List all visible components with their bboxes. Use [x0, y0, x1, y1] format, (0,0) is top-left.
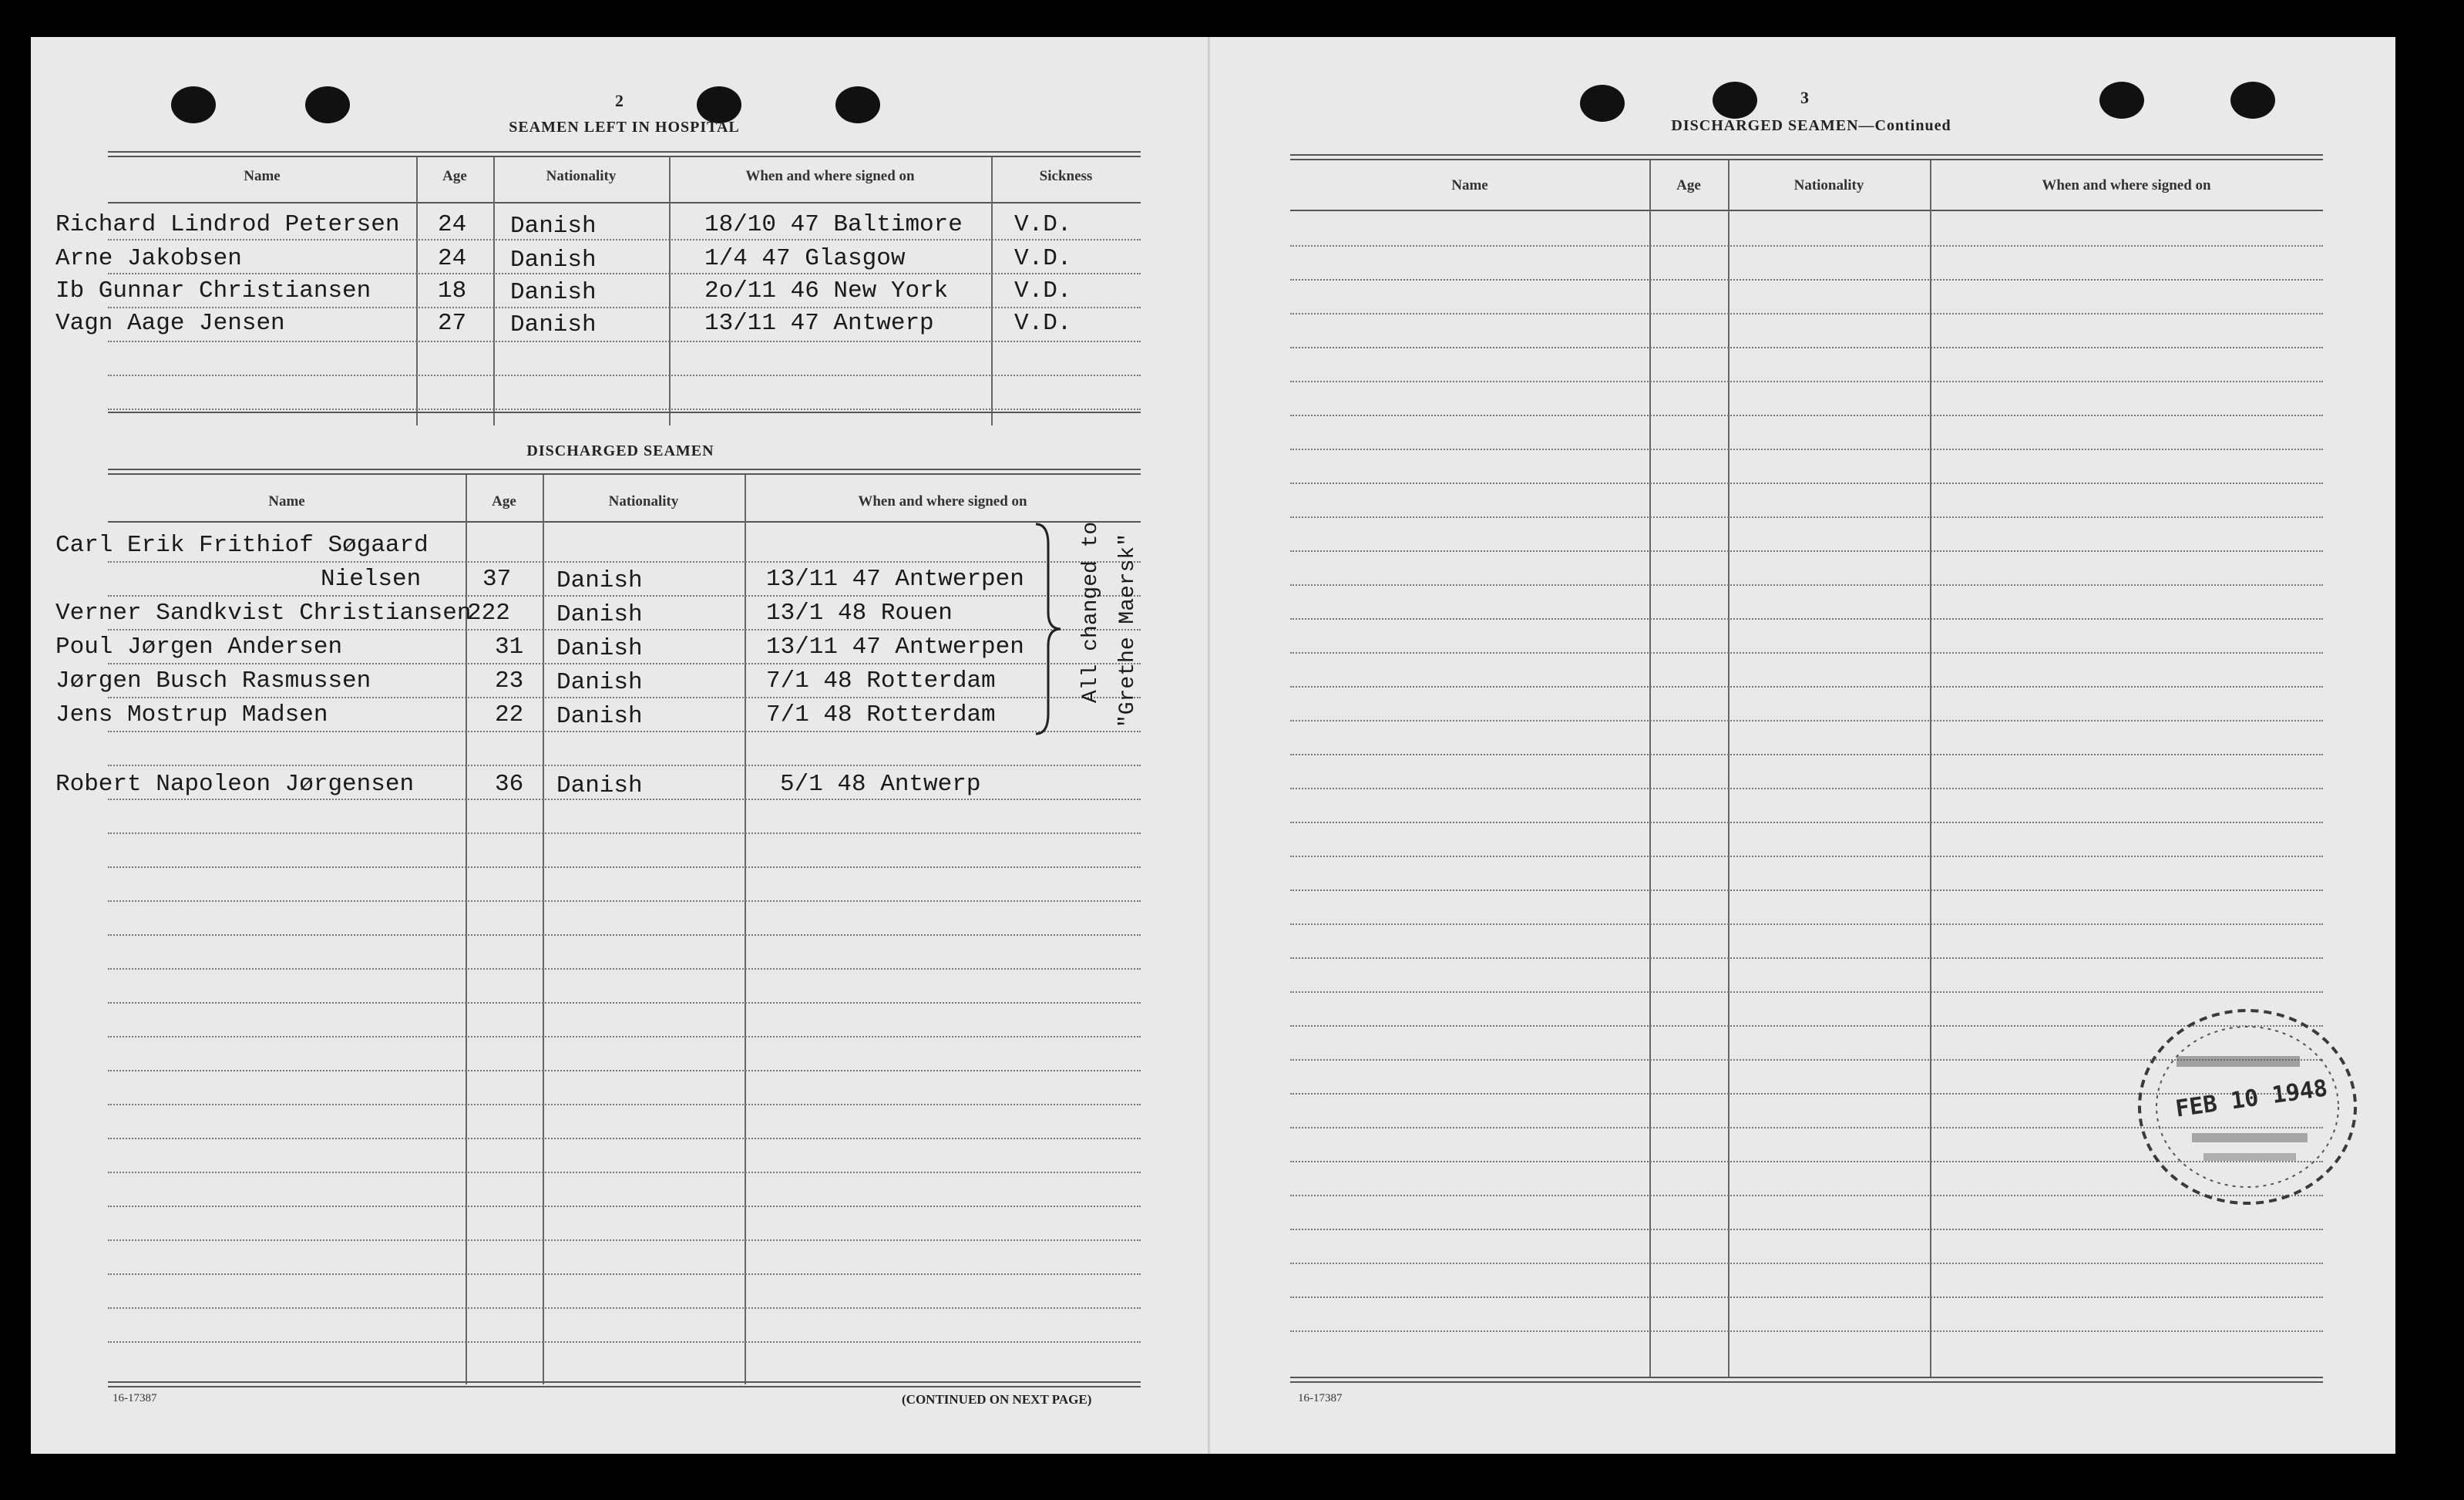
column-header: When and where signed on [2042, 177, 2211, 193]
seaman-name-continued: Nielsen [321, 566, 422, 593]
rule-line [108, 469, 1141, 470]
rule-line [108, 1172, 1141, 1173]
rule-line [1290, 159, 2323, 160]
signed-on: 7/1 48 Rotterdam [766, 668, 996, 695]
page-number: 3 [1800, 88, 1809, 107]
rule-line [1290, 720, 2323, 721]
seaman-name: Jørgen Busch Rasmussen [55, 668, 371, 695]
column-header: Sickness [1039, 168, 1093, 184]
seaman-nationality: Danish [510, 213, 597, 240]
rule-line [1290, 890, 2323, 891]
rule-line [108, 629, 1141, 631]
seaman-name: Robert Napoleon Jørgensen [55, 771, 415, 798]
rule-line [108, 473, 1141, 475]
rule-line [108, 697, 1141, 698]
rule-line [1290, 516, 2323, 518]
rule-line [108, 731, 1141, 732]
column-divider [745, 475, 746, 1384]
seaman-age: 36 [495, 771, 524, 798]
column-header: Name [244, 168, 281, 184]
rule-line [108, 1138, 1141, 1139]
stamp-date: FEB 10 1948 [2173, 1075, 2330, 1123]
rule-line [1290, 1263, 2323, 1264]
seaman-nationality: Danish [510, 279, 597, 306]
continued-note: (CONTINUED ON NEXT PAGE) [902, 1392, 1092, 1407]
rule-line [108, 1341, 1141, 1343]
column-header: Age [492, 493, 516, 510]
rule-line [108, 307, 1141, 308]
rule-line [108, 595, 1141, 597]
rule-line [108, 1381, 1141, 1383]
sickness: V.D. [1014, 277, 1072, 304]
rule-line [108, 968, 1141, 970]
seaman-name: Poul Jørgen Andersen [55, 634, 343, 661]
seaman-nationality: Danish [556, 703, 643, 730]
sickness: V.D. [1014, 211, 1072, 238]
rule-line [1290, 313, 2323, 314]
rule-line [1290, 957, 2323, 959]
seaman-nationality: Danish [556, 635, 643, 662]
rule-line [108, 866, 1141, 868]
rule-line [108, 561, 1141, 563]
rule-line [108, 1206, 1141, 1207]
column-header: Age [442, 168, 467, 184]
rule-line [1290, 754, 2323, 755]
seaman-age: 222 [467, 600, 510, 627]
rule-line [1290, 245, 2323, 247]
rule-line [108, 202, 1141, 203]
rule-line [1290, 550, 2323, 552]
rule-line [108, 521, 1141, 523]
rule-line [108, 151, 1141, 153]
continued-section-title: DISCHARGED SEAMEN—Continued [1671, 117, 1951, 134]
rule-line [1290, 788, 2323, 789]
column-header: Age [1676, 177, 1701, 193]
rule-line [1290, 1377, 2323, 1378]
rule-line [108, 341, 1141, 342]
punch-hole [2230, 82, 2275, 119]
rule-line [108, 765, 1141, 766]
sickness: V.D. [1014, 245, 1072, 272]
rule-line [108, 1070, 1141, 1071]
seaman-age: 24 [438, 245, 467, 272]
rule-line [1290, 279, 2323, 281]
seaman-age: 24 [438, 211, 467, 238]
document-sheet [31, 37, 2395, 1454]
seaman-age: 31 [495, 634, 524, 661]
rule-line [108, 832, 1141, 834]
rule-line [108, 1239, 1141, 1241]
seaman-nationality: Danish [556, 669, 643, 696]
column-header: Nationality [546, 168, 617, 184]
column-header: When and where signed on [745, 168, 915, 184]
seaman-age: 22 [495, 701, 524, 728]
column-divider [416, 157, 418, 425]
column-header: When and where signed on [858, 493, 1027, 510]
rule-line [108, 1273, 1141, 1275]
seaman-name: Ib Gunnar Christiansen [55, 277, 371, 304]
signed-on: 13/11 47 Antwerpen [766, 566, 1024, 593]
rule-line [1290, 991, 2323, 993]
rule-line [108, 1386, 1141, 1387]
sickness: V.D. [1014, 310, 1072, 337]
punch-hole [1580, 85, 1625, 122]
signed-on: 18/10 47 Baltimore [704, 211, 963, 238]
rule-line [108, 1036, 1141, 1038]
rule-line [108, 663, 1141, 664]
rule-line [1290, 856, 2323, 857]
signed-on: 13/11 47 Antwerpen [766, 634, 1024, 661]
rule-line [1290, 1297, 2323, 1298]
rule-line [108, 409, 1141, 410]
seaman-name: Richard Lindrod Petersen [55, 211, 400, 238]
rule-line [1290, 449, 2323, 450]
discharged-section-title: DISCHARGED SEAMEN [526, 442, 714, 459]
page-fold [1208, 37, 1210, 1454]
punch-hole [1713, 82, 1757, 119]
rule-line [1290, 686, 2323, 688]
rule-line [1290, 210, 2323, 211]
rule-line [1290, 923, 2323, 925]
rule-line [1290, 154, 2323, 156]
seaman-nationality: Danish [556, 772, 643, 799]
form-number: 16-17387 [1298, 1392, 1343, 1404]
column-divider [669, 157, 671, 425]
seaman-name: Jens Mostrup Madsen [55, 701, 328, 728]
signed-on: 13/11 47 Antwerp [704, 310, 934, 337]
form-number: 16-17387 [113, 1392, 157, 1404]
rule-line [108, 156, 1141, 157]
rule-line [1290, 652, 2323, 654]
rule-line [108, 1002, 1141, 1004]
postmark-stamp-icon [2130, 1002, 2361, 1210]
rule-line [108, 239, 1141, 240]
column-divider [493, 157, 495, 425]
rule-line [1290, 381, 2323, 382]
seaman-nationality: Danish [510, 247, 597, 274]
column-divider [543, 475, 544, 1384]
seaman-name: Arne Jakobsen [55, 245, 242, 272]
page-number: 2 [615, 91, 624, 110]
rule-line [1290, 1381, 2323, 1383]
rule-line [1290, 584, 2323, 586]
rule-line [108, 900, 1141, 902]
seaman-name: Vagn Aage Jensen [55, 310, 285, 337]
rule-line [1290, 483, 2323, 484]
signed-on: 7/1 48 Rotterdam [766, 701, 996, 728]
rule-line [108, 934, 1141, 936]
signed-on: 2o/11 46 New York [704, 277, 949, 304]
column-header: Nationality [1793, 177, 1864, 193]
punch-hole [305, 86, 350, 123]
rule-line [108, 799, 1141, 800]
rule-line [1290, 415, 2323, 416]
hospital-section-title: SEAMEN LEFT IN HOSPITAL [509, 119, 740, 136]
seaman-nationality: Danish [556, 567, 643, 594]
signed-on: 13/1 48 Rouen [766, 600, 953, 627]
rule-line [108, 412, 1141, 413]
rule-line [1290, 618, 2323, 620]
rule-line [1290, 347, 2323, 348]
seaman-age: 27 [438, 310, 467, 337]
rule-line [108, 1307, 1141, 1309]
brace-icon [1033, 521, 1064, 737]
signed-on: 5/1 48 Antwerp [780, 771, 981, 798]
side-note-line1: All changed to [1079, 521, 1103, 703]
seaman-age: 37 [482, 566, 512, 593]
punch-hole [835, 86, 880, 123]
punch-hole [171, 86, 216, 123]
rule-line [1290, 822, 2323, 823]
side-note-line2: "Grethe Maersk" [1116, 533, 1140, 728]
rule-line [108, 375, 1141, 376]
column-header: Name [1451, 177, 1488, 193]
rule-line [1290, 1229, 2323, 1230]
seaman-name: Carl Erik Frithiof Søgaard [55, 532, 429, 559]
column-header: Name [268, 493, 305, 510]
signed-on: 1/4 47 Glasgow [704, 245, 906, 272]
seaman-age: 23 [495, 668, 524, 695]
punch-hole [697, 86, 741, 123]
punch-hole [2099, 82, 2144, 119]
seaman-name: Verner Sandkvist Christiansen [55, 600, 472, 627]
rule-line [108, 273, 1141, 274]
rule-line [108, 1104, 1141, 1105]
seaman-age: 18 [438, 277, 467, 304]
seaman-nationality: Danish [556, 601, 643, 628]
rule-line [1290, 1330, 2323, 1332]
column-header: Nationality [608, 493, 679, 510]
seaman-nationality: Danish [510, 311, 597, 338]
column-divider [991, 157, 993, 425]
